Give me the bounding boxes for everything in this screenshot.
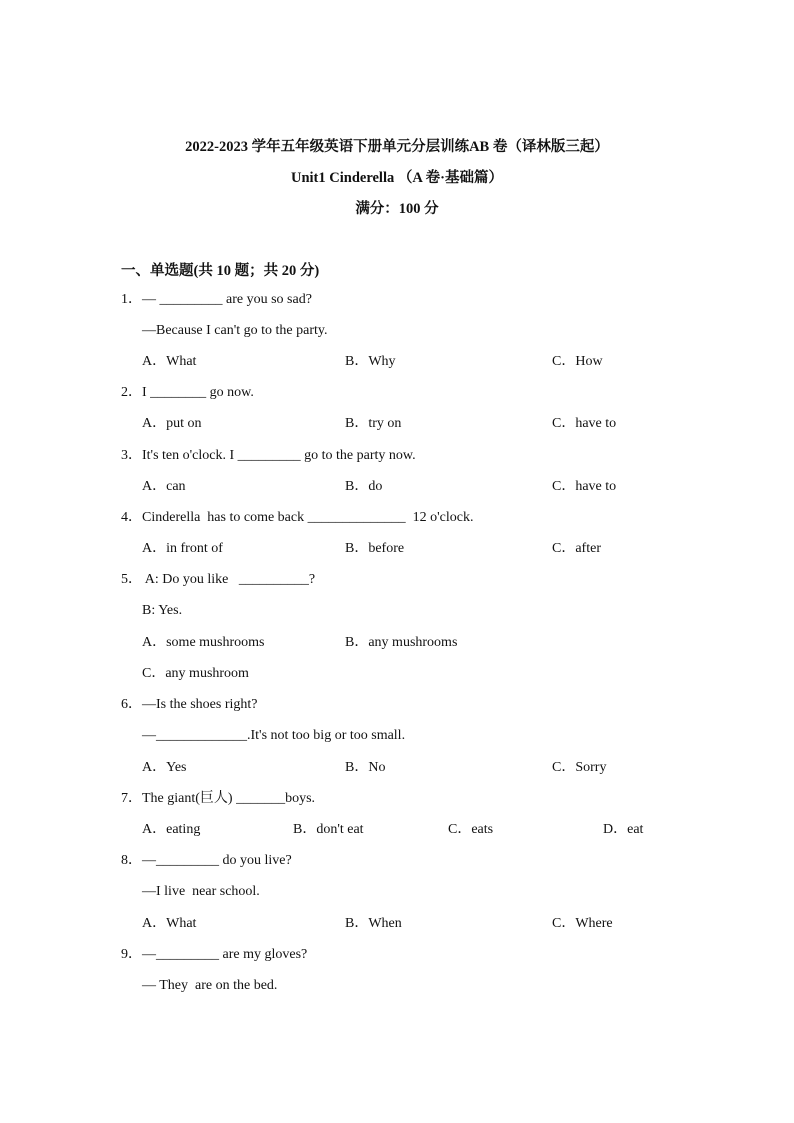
option-c[interactable]: C．Where (552, 916, 613, 931)
option-a[interactable]: A．What (142, 354, 197, 369)
page-title: 2022-2023 学年五年级英语下册单元分层训练AB 卷（译林版三起） (185, 139, 609, 155)
option-c[interactable]: C．eats (448, 822, 494, 837)
option-a[interactable]: A．some mushrooms (142, 635, 265, 650)
question-stem: 4．Cinderella has to come back ______________ 12 o'clock. (121, 510, 474, 525)
question-stem: 2．I ________ go now. (121, 385, 254, 400)
option-a[interactable]: A．in front of (142, 541, 223, 556)
option-c[interactable]: C．after (552, 541, 601, 556)
question-stem: 6．—Is the shoes right? (121, 697, 258, 712)
question-dialogue: —Because I can't go to the party. (142, 323, 328, 338)
question-dialogue: B: Yes. (142, 603, 183, 618)
option-b[interactable]: B．any mushrooms (345, 635, 458, 650)
option-b[interactable]: B．do (345, 479, 383, 494)
option-a[interactable]: A．eating (142, 822, 201, 837)
option-a[interactable]: A．can (142, 479, 186, 494)
total-score: 满分：100 分 (355, 201, 439, 217)
question-dialogue: — They are on the bed. (142, 978, 278, 993)
option-c[interactable]: C．have to (552, 416, 617, 431)
question-stem: 3．It's ten o'clock. I _________ go to the party now. (121, 448, 416, 463)
question-stem: 8．—_________ do you live? (121, 853, 292, 868)
option-b[interactable]: B．Why (345, 354, 396, 369)
option-c[interactable]: C．How (552, 354, 603, 369)
option-a[interactable]: A．What (142, 916, 197, 931)
question-stem: 5． A: Do you like __________? (121, 572, 316, 587)
option-b[interactable]: B．When (345, 916, 402, 931)
option-c[interactable]: C．any mushroom (142, 666, 249, 681)
question-stem: 1．— _________ are you so sad? (121, 292, 312, 307)
section-heading: 一、单选题(共 10 题；共 20 分) (121, 263, 320, 279)
question-stem: 7．The giant(巨人) _______boys. (121, 791, 316, 806)
page-subtitle: Unit1 Cinderella （A 卷·基础篇） (290, 170, 503, 186)
option-c[interactable]: C．have to (552, 479, 617, 494)
option-b[interactable]: B．don't eat (293, 822, 364, 837)
question-dialogue: —I live near school. (142, 884, 260, 899)
option-b[interactable]: B．try on (345, 416, 402, 431)
option-d[interactable]: D．eat (603, 822, 644, 837)
option-b[interactable]: B．before (345, 541, 405, 556)
question-dialogue: —_____________.It's not too big or too small. (142, 728, 406, 743)
option-b[interactable]: B．No (345, 760, 386, 775)
option-c[interactable]: C．Sorry (552, 760, 607, 775)
option-a[interactable]: A．Yes (142, 760, 187, 775)
option-a[interactable]: A．put on (142, 416, 202, 431)
question-stem: 9．—_________ are my gloves? (121, 947, 308, 962)
